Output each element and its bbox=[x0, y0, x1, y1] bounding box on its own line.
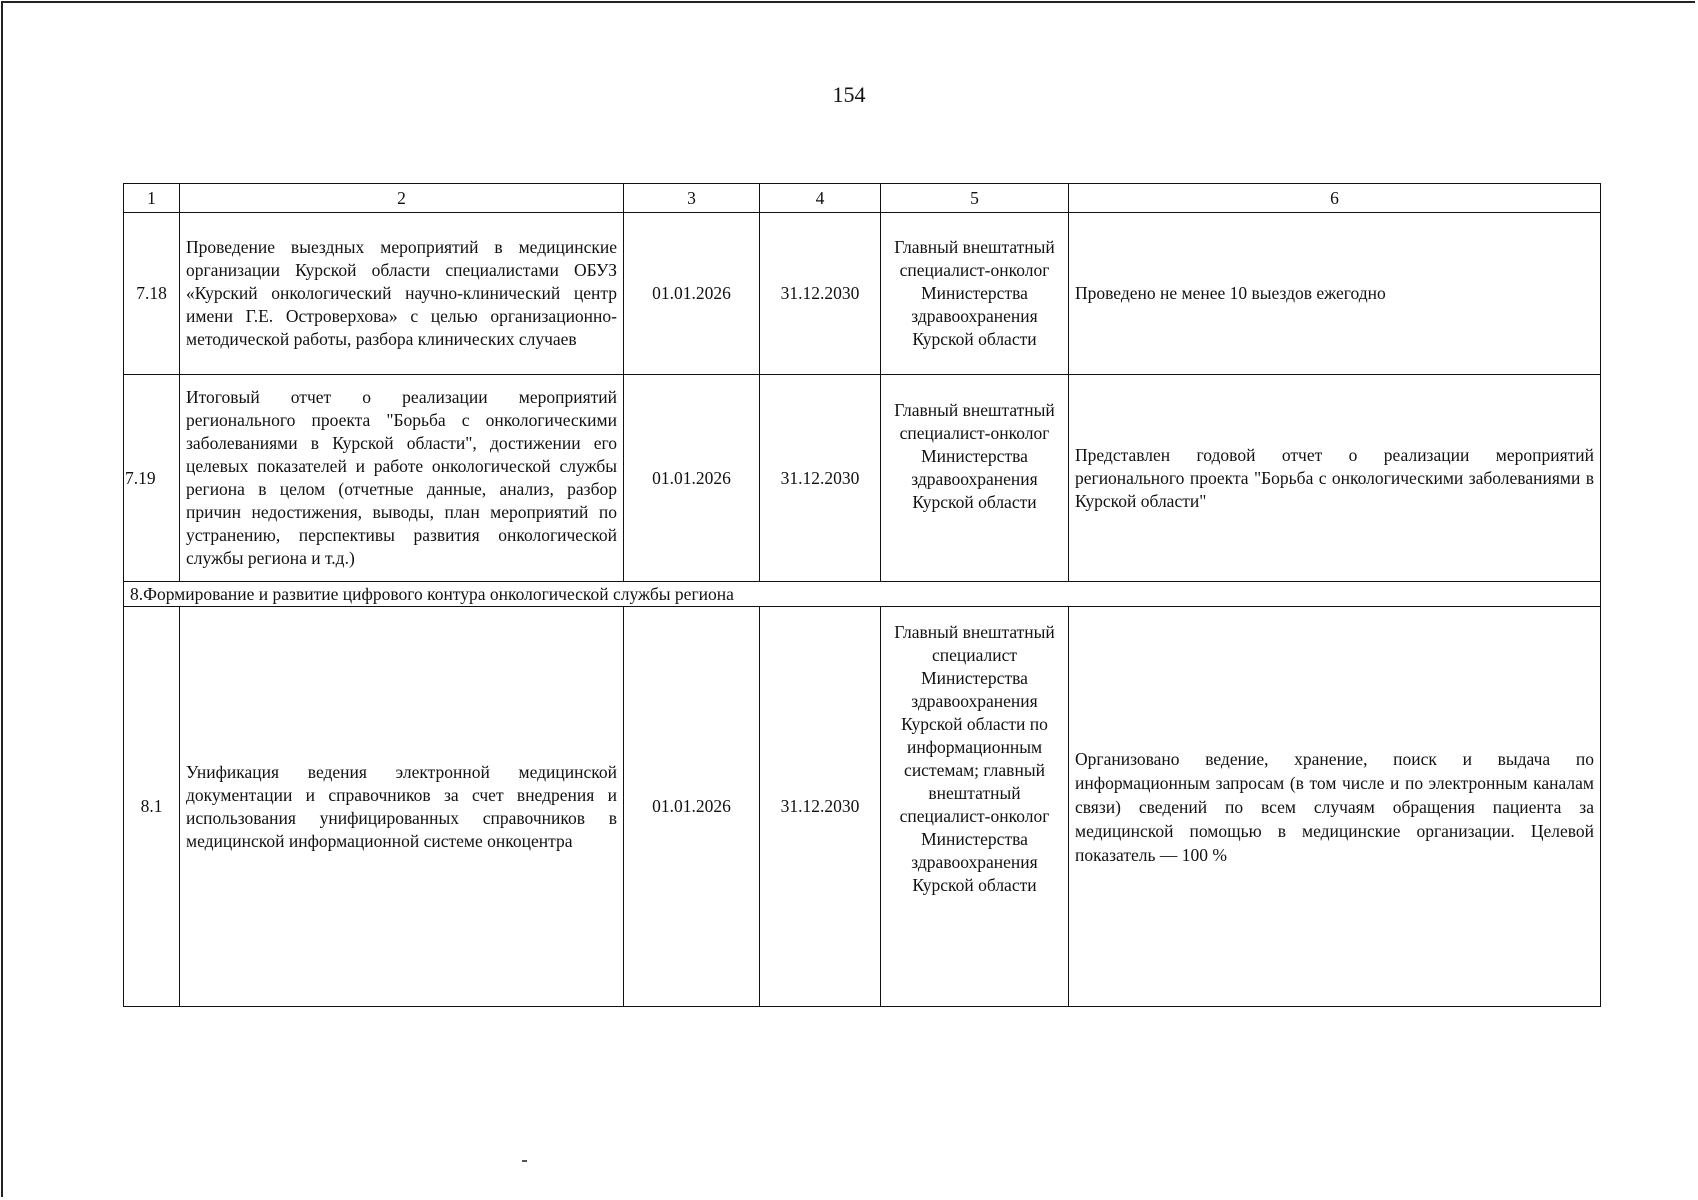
page-number: 154 bbox=[832, 82, 866, 107]
activities-table bbox=[123, 183, 1601, 1007]
column-header-2: 2 bbox=[180, 184, 624, 213]
column-header-6: 6 bbox=[1069, 184, 1601, 213]
column-header-3: 3 bbox=[624, 184, 760, 213]
end-date: 31.12.2030 bbox=[760, 375, 881, 582]
table-row bbox=[124, 213, 1601, 375]
responsible-person: Главный внештатный специалист-онколог Министерства здравоохранения Курской области bbox=[881, 213, 1069, 375]
activity-description: Унификация ведения электронной медицинской документации и справочников за счет внедрения и использования унифицированных справочников в медицинской информационной системе онкоцентра bbox=[180, 607, 624, 1007]
end-date: 31.12.2030 bbox=[760, 213, 881, 375]
end-date: 31.12.2030 bbox=[760, 607, 881, 1007]
section-header-row bbox=[124, 582, 1601, 607]
row-number: 7.18 bbox=[124, 213, 180, 375]
expected-result: Представлен годовой отчет о реализации мероприятий регионального проекта "Борьба с онкологическими заболеваниями в Курской области" bbox=[1069, 375, 1601, 582]
column-header-5: 5 bbox=[881, 184, 1069, 213]
scan-mark bbox=[522, 1160, 527, 1162]
responsible-person: Главный внештатный специалист-онколог Министерства здравоохранения Курской области bbox=[881, 375, 1069, 582]
start-date: 01.01.2026 bbox=[624, 607, 760, 1007]
start-date: 01.01.2026 bbox=[624, 213, 760, 375]
column-header-1: 1 bbox=[124, 184, 180, 213]
expected-result: Проведено не менее 10 выездов ежегодно bbox=[1069, 213, 1601, 375]
responsible-person: Главный внештатный специалист Министерства здравоохранения Курской области по информационным системам; главный внештатный специалист-онколог Министерства здравоохранения Курской области bbox=[881, 607, 1069, 1007]
start-date: 01.01.2026 bbox=[624, 375, 760, 582]
table-header-row bbox=[124, 184, 1601, 213]
section-title: 8.Формирование и развитие цифрового контура онкологической службы региона bbox=[124, 582, 1601, 607]
column-header-4: 4 bbox=[760, 184, 881, 213]
table-row bbox=[124, 607, 1601, 1007]
table-row bbox=[124, 375, 1601, 582]
activity-description: Проведение выездных мероприятий в медицинские организации Курской области специалистами ОБУЗ «Курский онкологический научно-клинический центр имени Г.Е. Островерхова» с целью организационно-методической работы, разбора клинических случаев bbox=[180, 213, 624, 375]
expected-result: Организовано ведение, хранение, поиск и выдача по информационным запросам (в том числе и по электронным каналам связи) сведений по всем случаям обращения пациента за медицинской помощью в медицинские организации. Целевой показатель — 100 % bbox=[1069, 607, 1601, 1007]
row-number: 8.1 bbox=[124, 607, 180, 1007]
activity-description: Итоговый отчет о реализации мероприятий регионального проекта "Борьба с онкологическими заболеваниями в Курской области", достижении его целевых показателей и работе онкологической службы региона в целом (отчетные данные, анализ, разбор причин недостижения, выводы, план мероприятий по устранению, перспективы развития онкологической службы региона и т.д.) bbox=[180, 375, 624, 582]
row-number: 7.19 bbox=[124, 375, 180, 582]
